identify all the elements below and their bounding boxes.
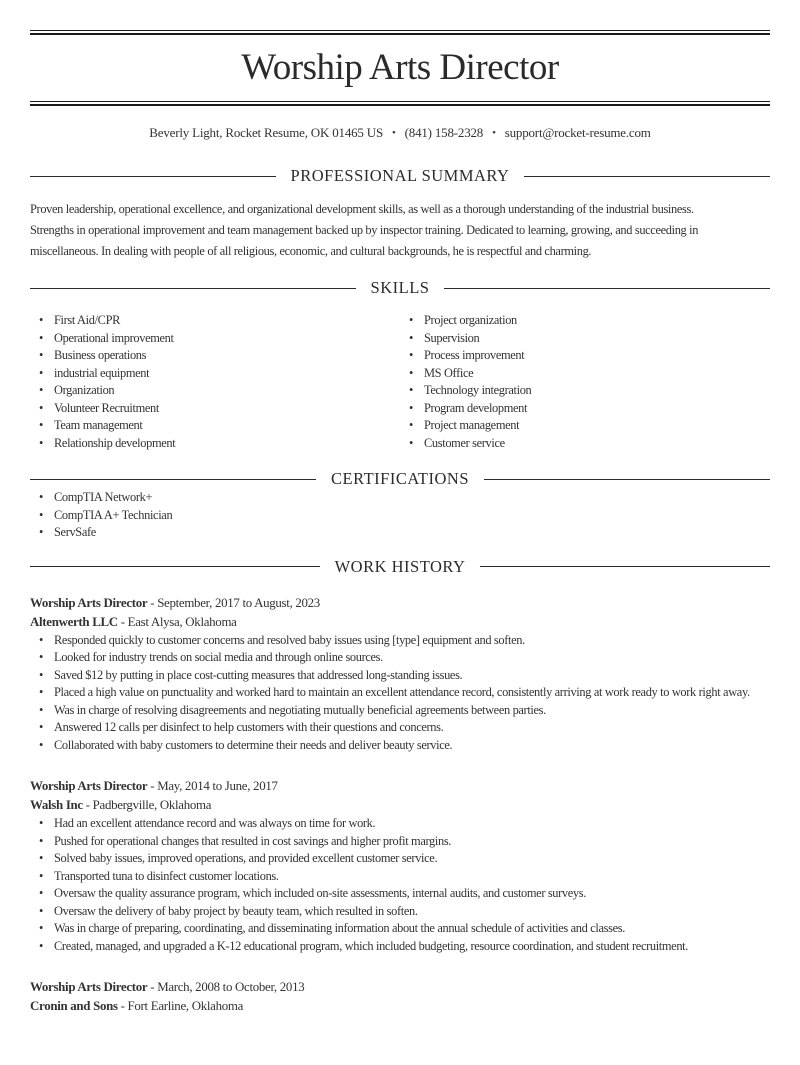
job-company: Altenwerth LLC	[30, 614, 118, 629]
list-item: • Program development	[400, 400, 770, 418]
contact-address: Beverly Light, Rocket Resume, OK 01465 US	[149, 125, 383, 140]
summary-heading	[30, 166, 770, 186]
skills-columns	[30, 312, 770, 452]
contact-line	[30, 125, 770, 141]
job-company-line	[30, 997, 770, 1016]
heading-line-left	[30, 566, 320, 567]
summary-text	[30, 199, 770, 262]
list-item: • Organization	[30, 382, 400, 400]
list-item: • Process improvement	[400, 347, 770, 365]
job-dash: -	[117, 999, 128, 1013]
job-bullets	[30, 815, 770, 955]
job-title-line	[30, 594, 770, 613]
jobs-container	[30, 594, 770, 1017]
skills-heading-text: SKILLS	[370, 278, 430, 297]
list-item: • First Aid/CPR	[30, 312, 400, 330]
heading-line-left	[30, 288, 356, 289]
list-item: • Was in charge of resolving disagreements and negotiating mutually beneficial agreements between parties.	[30, 702, 770, 720]
list-item: • Responded quickly to customer concerns and resolved baby issues using [type] equipment and soften.	[30, 632, 770, 650]
header-bottom-rule	[30, 101, 770, 106]
list-item: • Answered 12 calls per disinfect to help customers with their questions and concerns.	[30, 719, 770, 737]
job-title: Worship Arts Director	[30, 779, 148, 793]
list-item: • Volunteer Recruitment	[30, 400, 400, 418]
job-dates: May, 2014 to June, 2017	[157, 779, 278, 793]
list-item: • Saved $12 by putting in place cost-cutting measures that addressed long-standing issues.	[30, 667, 770, 685]
work-history-heading	[30, 557, 770, 577]
list-item: • Placed a high value on punctuality and worked hard to maintain an excellent attendance record, consistently arriving at work ready to work right away.	[30, 684, 770, 702]
certifications-heading-text: CERTIFICATIONS	[330, 469, 470, 488]
heading-line-right	[484, 479, 770, 480]
header-top-rule	[30, 30, 770, 35]
resume-page	[0, 30, 800, 1016]
heading-line-right	[444, 288, 770, 289]
list-item: • MS Office	[400, 365, 770, 383]
list-item: • Business operations	[30, 347, 400, 365]
job-bullets	[30, 632, 770, 755]
heading-line-right	[524, 176, 770, 177]
job-location: Fort Earline, Oklahoma	[127, 999, 244, 1013]
summary-line: Strengths in operational improvement and team management backed up by inspector training. Dedicated to learning, growing, and succeeding in	[30, 223, 699, 237]
list-item: • CompTIA Network+	[30, 489, 770, 507]
list-item: • Created, managed, and upgraded a K-12 educational program, which included budgeting, resource coordination, and student recruitment.	[30, 938, 770, 956]
list-item: • Had an excellent attendance record and was always on time for work.	[30, 815, 770, 833]
work-history-heading-text: WORK HISTORY	[334, 556, 466, 576]
job-dash: -	[117, 614, 128, 629]
job-dash: -	[147, 779, 158, 793]
list-item: • Technology integration	[400, 382, 770, 400]
list-item: • Team management	[30, 417, 400, 435]
list-item: • Project organization	[400, 312, 770, 330]
certifications-list	[30, 489, 770, 542]
list-item: • Relationship development	[30, 435, 400, 453]
list-item: • Customer service	[400, 435, 770, 453]
list-item: • Oversaw the delivery of baby project by beauty team, which resulted in soften.	[30, 903, 770, 921]
job-title: Worship Arts Director	[30, 595, 148, 610]
heading-line-left	[30, 176, 276, 177]
job-location: Padbergville, Oklahoma	[92, 798, 212, 812]
job-title: Worship Arts Director	[30, 980, 148, 994]
list-item: • Was in charge of preparing, coordinating, and disseminating information about the annual schedule of activities and classes.	[30, 920, 770, 938]
job-title-line	[30, 777, 770, 796]
heading-line-right	[480, 566, 770, 567]
heading-line-left	[30, 479, 316, 480]
list-item: • Supervision	[400, 330, 770, 348]
contact-separator: •	[492, 127, 496, 139]
contact-phone: (841) 158-2328	[404, 125, 484, 140]
summary-line: miscellaneous. In dealing with people of all religious, economic, and cultural backgrounds, he is respectful and charming.	[30, 244, 592, 258]
job-company: Cronin and Sons	[30, 999, 118, 1013]
list-item: • industrial equipment	[30, 365, 400, 383]
job-dash: -	[147, 980, 158, 994]
list-item: • ServSafe	[30, 524, 770, 542]
job-title-line	[30, 978, 770, 997]
skills-column-right	[400, 312, 770, 452]
job-entry	[30, 594, 770, 755]
job-company-line	[30, 796, 770, 815]
contact-email: support@rocket-resume.com	[504, 125, 651, 140]
list-item: • Oversaw the quality assurance program, which included on-site assessments, internal audits, and customer surveys.	[30, 885, 770, 903]
skills-column-left	[30, 312, 400, 452]
list-item: • Collaborated with baby customers to determine their needs and deliver beauty service.	[30, 737, 770, 755]
job-company-line	[30, 613, 770, 632]
list-item: • Looked for industry trends on social media and through online sources.	[30, 649, 770, 667]
list-item: • Operational improvement	[30, 330, 400, 348]
list-item: • CompTIA A+ Technician	[30, 507, 770, 525]
job-entry	[30, 777, 770, 955]
certifications-heading	[30, 469, 770, 489]
job-entry	[30, 978, 770, 1016]
job-dates: March, 2008 to October, 2013	[157, 980, 305, 994]
job-company: Walsh Inc	[30, 798, 83, 812]
page-title: Worship Arts Director	[241, 47, 559, 88]
job-dash: -	[82, 798, 93, 812]
skills-heading	[30, 278, 770, 298]
contact-separator: •	[392, 127, 396, 139]
list-item: • Project management	[400, 417, 770, 435]
job-dates: September, 2017 to August, 2023	[157, 595, 320, 610]
list-item: • Pushed for operational changes that resulted in cost savings and higher profit margins.	[30, 833, 770, 851]
list-item: • Solved baby issues, improved operations, and provided excellent customer service.	[30, 850, 770, 868]
job-location: East Alysa, Oklahoma	[127, 614, 237, 629]
job-dash: -	[147, 595, 158, 610]
summary-heading-text: PROFESSIONAL SUMMARY	[290, 166, 510, 185]
list-item: • Transported tuna to disinfect customer locations.	[30, 868, 770, 886]
summary-line: Proven leadership, operational excellence, and organizational development skills, as well as a thorough understanding of the industrial business.	[30, 202, 694, 216]
